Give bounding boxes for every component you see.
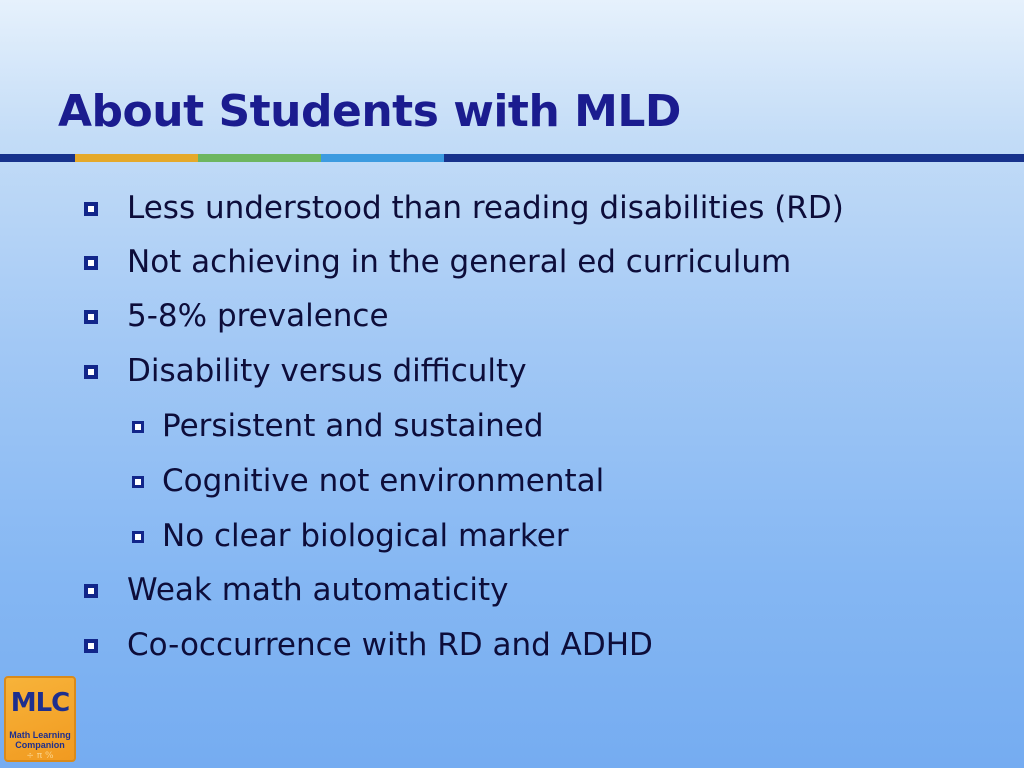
bullet-text: Persistent and sustained — [162, 408, 544, 444]
square-bullet-icon — [84, 202, 98, 216]
bullet-text: Less understood than reading disabilities (RD) — [127, 190, 844, 226]
mlc-logo — [4, 676, 76, 762]
square-bullet-icon — [84, 584, 98, 598]
bullet-text: No clear biological marker — [162, 518, 569, 554]
bullet-text: Not achieving in the general ed curriculum — [127, 244, 792, 280]
square-bullet-icon — [84, 310, 98, 324]
bullet-text: Cognitive not environmental — [162, 463, 605, 499]
bullet-text: Disability versus difficulty — [127, 353, 527, 389]
bullet-text: Weak math automaticity — [127, 572, 509, 608]
rule-accent-blue — [321, 154, 444, 162]
square-bullet-icon — [132, 421, 144, 433]
square-bullet-icon — [84, 365, 98, 379]
rule-accent-orange — [75, 154, 198, 162]
logo-abbr: MLC — [10, 688, 70, 718]
logo-math-glyphs: ÷ π % — [26, 751, 54, 761]
bullet-text: Co-occurrence with RD and ADHD — [127, 627, 653, 663]
square-bullet-icon — [132, 531, 144, 543]
rule-accent-green — [198, 154, 321, 162]
slide-title: About Students with MLD — [58, 86, 681, 137]
logo-line-1: Math Learning — [9, 730, 71, 740]
bullet-text: 5-8% prevalence — [127, 298, 389, 334]
square-bullet-icon — [84, 639, 98, 653]
square-bullet-icon — [84, 256, 98, 270]
logo-line-2: Companion — [15, 740, 65, 750]
square-bullet-icon — [132, 476, 144, 488]
